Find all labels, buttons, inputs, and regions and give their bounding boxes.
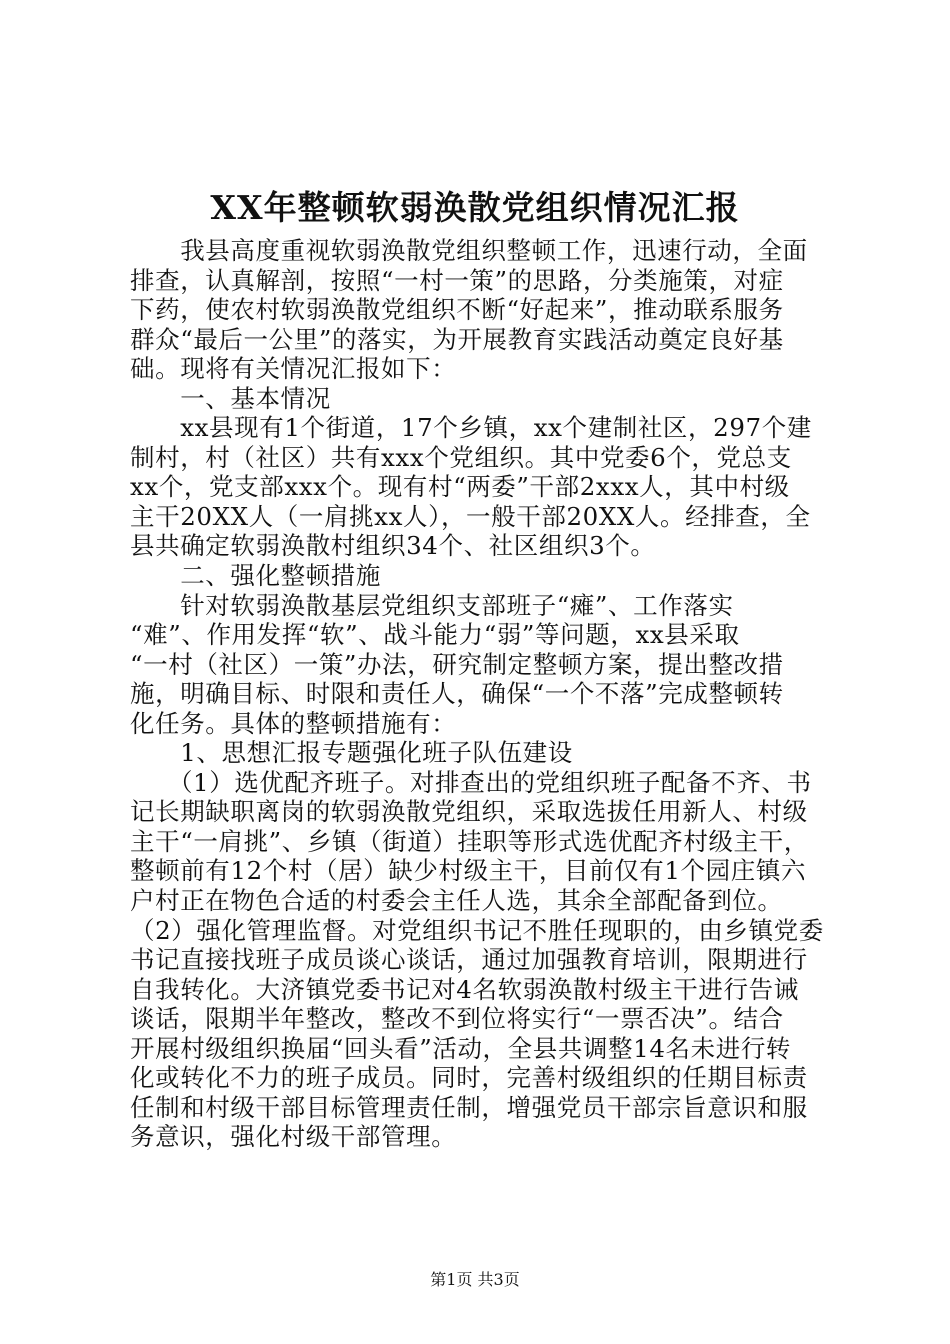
text-line: 务意识，强化村级干部管理。 [130, 1122, 457, 1152]
text-line: （2）强化管理监督。对党组织书记不胜任现职的，由乡镇党委 [130, 915, 824, 945]
text-line: 一、基本情况 [130, 383, 331, 413]
text-line: 自我转化。大济镇党委书记对4名软弱涣散村级主干进行告诫 [130, 974, 799, 1004]
text-line: 主干20XX人（一肩挑xx人），一般干部20XX人。经排查，全 [130, 501, 811, 531]
text-line: 我县高度重视软弱涣散党组织整顿工作，迅速行动，全面 [130, 236, 808, 265]
text-line: 排查，认真解剖，按照“一村一策”的思路，分类施策，对症 [130, 265, 784, 295]
text-line: 础。现将有关情况汇报如下： [130, 354, 457, 384]
text-line: 施，明确目标、时限和责任人，确保“一个不落”完成整顿转 [130, 679, 784, 709]
text-line: 化或转化不力的班子成员。同时，完善村级组织的任期目标责 [130, 1063, 808, 1093]
text-line: 整顿前有12个村（居）缺少村级主干，目前仅有1个园庄镇六 [130, 856, 807, 886]
text-line: xx个，党支部xxx个。现有村“两委”干部2xxx人，其中村级 [130, 472, 790, 502]
text-line: 下药，使农村软弱涣散党组织不断“好起来”，推动联系服务 [130, 295, 784, 325]
text-line: 化任务。具体的整顿措施有： [130, 708, 457, 738]
text-line: 谈话，限期半年整改，整改不到位将实行“一票否决”。结合 [130, 1004, 784, 1034]
text-line: 开展村级组织换届“回头看”活动，全县共调整14名未进行转 [130, 1033, 792, 1063]
text-line: 二、强化整顿措施 [130, 561, 381, 591]
text-line: 任制和村级干部目标管理责任制，增强党员干部宗旨意识和服 [130, 1092, 808, 1122]
text-line: 主干“一肩挑”、乡镇（街道）挂职等形式选优配齐村级主干， [130, 826, 809, 856]
text-line: （1）选优配齐班子。对排查出的党组织班子配备不齐、书 [130, 767, 812, 797]
text-line: xx县现有1个街道，17个乡镇，xx个建制社区，297个建 [130, 413, 812, 443]
document-body [130, 236, 830, 1152]
text-line: 1、思想汇报专题强化班子队伍建设 [130, 738, 573, 768]
text-line: 记长期缺职离岗的软弱涣散党组织，采取选拔任用新人、村级 [130, 797, 808, 827]
text-line: 户村正在物色合适的村委会主任人选，其余全部配备到位。 [130, 886, 783, 916]
document-title: XX年整顿软弱涣散党组织情况汇报 [210, 188, 740, 227]
text-line: “难”、作用发挥“软”、战斗能力“弱”等问题，xx县采取 [130, 620, 740, 650]
page-footer: 第1页 共3页 [430, 1270, 520, 1289]
text-line: 针对软弱涣散基层党组织支部班子“瘫”、工作落实 [130, 590, 734, 620]
text-line: 县共确定软弱涣散村组织34个、社区组织3个。 [130, 531, 656, 561]
text-line: 书记直接找班子成员谈心谈话，通过加强教育培训，限期进行 [130, 945, 808, 975]
text-line: 制村，村（社区）共有xxx个党组织。其中党委6个，党总支 [130, 442, 792, 472]
text-line: “一村（社区）一策”办法，研究制定整顿方案，提出整改措 [130, 649, 784, 679]
text-line: 群众“最后一公里”的落实，为开展教育实践活动奠定良好基 [130, 324, 784, 354]
